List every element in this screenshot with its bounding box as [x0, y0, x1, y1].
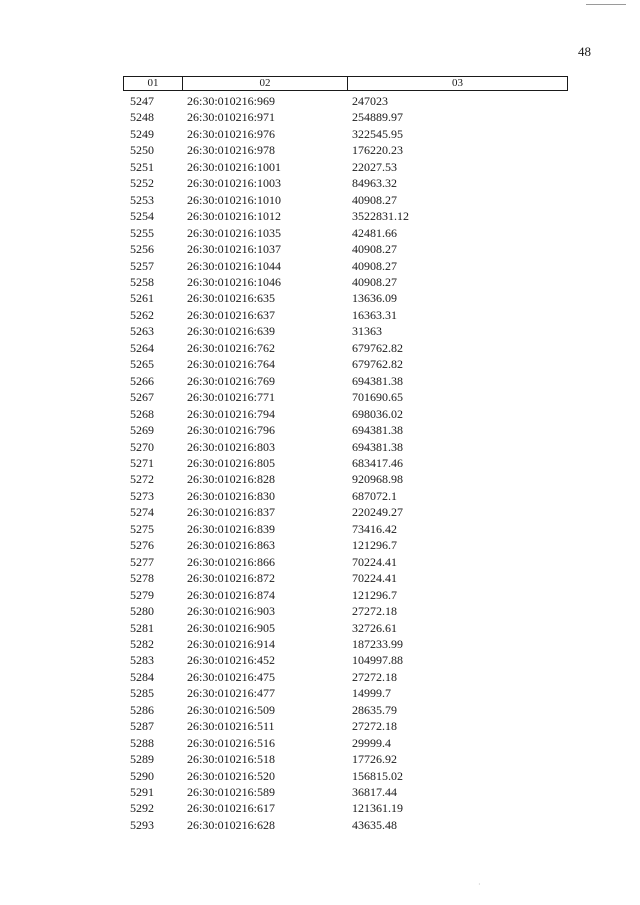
table-row — [0, 323, 640, 339]
row-number-cell: 5261 — [130, 291, 154, 306]
cadastral-number-cell: 26:30:010216:1012 — [187, 209, 282, 224]
cadastral-number-cell: 26:30:010216:839 — [187, 521, 276, 536]
cadastral-number-cell: 26:30:010216:1044 — [187, 258, 282, 273]
row-number-cell: 5267 — [130, 390, 154, 405]
value-cell: 36817.44 — [352, 785, 397, 800]
cadastral-number-cell: 26:30:010216:830 — [187, 488, 276, 503]
table-row — [0, 208, 640, 224]
value-cell: 3522831.12 — [352, 209, 409, 224]
row-number-cell: 5271 — [130, 455, 154, 470]
row-number-cell: 5283 — [130, 653, 154, 668]
table-row — [0, 290, 640, 306]
top-edge-line — [586, 4, 626, 5]
row-number-cell: 5278 — [130, 571, 154, 586]
column-header-02: 02 — [183, 77, 348, 90]
value-cell: 121296.7 — [352, 587, 397, 602]
cadastral-number-cell: 26:30:010216:637 — [187, 307, 276, 322]
row-number-cell: 5276 — [130, 538, 154, 553]
cadastral-number-cell: 26:30:010216:914 — [187, 636, 276, 651]
cadastral-number-cell: 26:30:010216:628 — [187, 817, 276, 832]
table-row — [0, 620, 640, 636]
cadastral-number-cell: 26:30:010216:872 — [187, 571, 276, 586]
cadastral-number-cell: 26:30:010216:837 — [187, 505, 276, 520]
page-number: 48 — [578, 44, 591, 59]
cadastral-number-cell: 26:30:010216:771 — [187, 390, 276, 405]
cadastral-number-cell: 26:30:010216:516 — [187, 735, 276, 750]
cadastral-number-cell: 26:30:010216:1035 — [187, 225, 282, 240]
cadastral-number-cell: 26:30:010216:1046 — [187, 274, 282, 289]
cadastral-number-cell: 26:30:010216:969 — [187, 94, 276, 108]
row-number-cell: 5290 — [130, 768, 154, 783]
row-number-cell: 5248 — [130, 110, 154, 125]
row-number-cell: 5275 — [130, 521, 154, 536]
table-row — [0, 373, 640, 389]
cadastral-number-cell: 26:30:010216:805 — [187, 455, 276, 470]
cadastral-number-cell: 26:30:010216:794 — [187, 406, 276, 421]
value-cell: 187233.99 — [352, 636, 403, 651]
table-row — [0, 784, 640, 800]
value-cell: 27272.18 — [352, 669, 397, 684]
row-number-cell: 5280 — [130, 604, 154, 619]
value-cell: 84963.32 — [352, 176, 397, 191]
table-row — [0, 175, 640, 191]
cadastral-number-cell: 26:30:010216:903 — [187, 604, 276, 619]
cadastral-number-cell: 26:30:010216:828 — [187, 472, 276, 487]
table-row — [0, 652, 640, 668]
cadastral-number-cell: 26:30:010216:762 — [187, 340, 276, 355]
table-row — [0, 488, 640, 504]
table-row — [0, 554, 640, 570]
cadastral-number-cell: 26:30:010216:639 — [187, 324, 276, 339]
value-cell: 679762.82 — [352, 340, 403, 355]
table-row — [0, 356, 640, 372]
row-number-cell: 5257 — [130, 258, 154, 273]
cadastral-number-cell: 26:30:010216:635 — [187, 291, 276, 306]
cadastral-number-cell: 26:30:010216:905 — [187, 620, 276, 635]
table-row — [0, 735, 640, 751]
cadastral-number-cell: 26:30:010216:475 — [187, 669, 276, 684]
cadastral-number-cell: 26:30:010216:518 — [187, 752, 276, 767]
value-cell: 42481.66 — [352, 225, 397, 240]
cadastral-number-cell: 26:30:010216:511 — [187, 719, 275, 734]
table-row — [0, 142, 640, 158]
table-row — [0, 422, 640, 438]
row-number-cell: 5264 — [130, 340, 154, 355]
table-row — [0, 241, 640, 257]
row-number-cell: 5287 — [130, 719, 154, 734]
row-number-cell: 5284 — [130, 669, 154, 684]
row-number-cell: 5279 — [130, 587, 154, 602]
cadastral-number-cell: 26:30:010216:874 — [187, 587, 276, 602]
value-cell: 73416.42 — [352, 521, 397, 536]
table-row — [0, 669, 640, 685]
table-row — [0, 504, 640, 520]
table-row — [0, 685, 640, 701]
cadastral-number-cell: 26:30:010216:796 — [187, 423, 276, 438]
value-cell: 220249.27 — [352, 505, 403, 520]
table-row — [0, 455, 640, 471]
cadastral-number-cell: 26:30:010216:452 — [187, 653, 276, 668]
row-number-cell: 5265 — [130, 357, 154, 372]
row-number-cell: 5258 — [130, 274, 154, 289]
value-cell: 14999.7 — [352, 686, 391, 701]
row-number-cell: 5250 — [130, 143, 154, 158]
table-row — [0, 471, 640, 487]
value-cell: 694381.38 — [352, 373, 403, 388]
value-cell: 22027.53 — [352, 159, 397, 174]
table-row — [0, 570, 640, 586]
row-number-cell: 5272 — [130, 472, 154, 487]
cadastral-number-cell: 26:30:010216:589 — [187, 785, 276, 800]
value-cell: 16363.31 — [352, 307, 397, 322]
table-row — [0, 603, 640, 619]
cadastral-number-cell: 26:30:010216:976 — [187, 126, 276, 141]
row-number-cell: 5253 — [130, 192, 154, 207]
value-cell: 31363 — [352, 324, 382, 339]
row-number-cell: 5269 — [130, 423, 154, 438]
row-number-cell: 5277 — [130, 554, 154, 569]
table-row — [0, 159, 640, 175]
table-row — [0, 340, 640, 356]
cadastral-number-cell: 26:30:010216:1003 — [187, 176, 282, 191]
row-number-cell: 5282 — [130, 636, 154, 651]
table-row — [0, 636, 640, 652]
cadastral-number-cell: 26:30:010216:1037 — [187, 242, 282, 257]
value-cell: 701690.65 — [352, 390, 403, 405]
table-row — [0, 389, 640, 405]
table-row — [0, 521, 640, 537]
table-row — [0, 406, 640, 422]
value-cell: 13636.09 — [352, 291, 397, 306]
row-number-cell: 5285 — [130, 686, 154, 701]
row-number-cell: 5252 — [130, 176, 154, 191]
table-row — [0, 225, 640, 241]
column-header-01: 01 — [124, 77, 183, 90]
cadastral-number-cell: 26:30:010216:509 — [187, 702, 276, 717]
cadastral-number-cell: 26:30:010216:1001 — [187, 159, 282, 174]
table-row — [0, 109, 640, 125]
value-cell: 28635.79 — [352, 702, 397, 717]
row-number-cell: 5291 — [130, 785, 154, 800]
cadastral-number-cell: 26:30:010216:971 — [187, 110, 276, 125]
value-cell: 70224.41 — [352, 571, 397, 586]
cadastral-number-cell: 26:30:010216:803 — [187, 439, 276, 454]
value-cell: 29999.4 — [352, 735, 391, 750]
value-cell: 254889.97 — [352, 110, 403, 125]
cadastral-number-cell: 26:30:010216:863 — [187, 538, 276, 553]
table-row — [0, 192, 640, 208]
table-row — [0, 817, 640, 833]
table-row — [0, 93, 640, 109]
row-number-cell: 5254 — [130, 209, 154, 224]
value-cell: 679762.82 — [352, 357, 403, 372]
scan-speck: · — [478, 880, 481, 889]
table-body — [0, 93, 640, 833]
value-cell: 247023 — [352, 94, 388, 108]
row-number-cell: 5293 — [130, 817, 154, 832]
value-cell: 40908.27 — [352, 242, 397, 257]
value-cell: 694381.38 — [352, 423, 403, 438]
table-row — [0, 274, 640, 290]
value-cell: 121361.19 — [352, 801, 403, 816]
row-number-cell: 5255 — [130, 225, 154, 240]
table-row — [0, 439, 640, 455]
row-number-cell: 5251 — [130, 159, 154, 174]
row-number-cell: 5256 — [130, 242, 154, 257]
table-row — [0, 751, 640, 767]
row-number-cell: 5247 — [130, 94, 154, 108]
value-cell: 683417.46 — [352, 455, 403, 470]
table-row — [0, 307, 640, 323]
value-cell: 40908.27 — [352, 258, 397, 273]
value-cell: 40908.27 — [352, 274, 397, 289]
row-number-cell: 5262 — [130, 307, 154, 322]
value-cell: 27272.18 — [352, 604, 397, 619]
cadastral-number-cell: 26:30:010216:1010 — [187, 192, 282, 207]
value-cell: 698036.02 — [352, 406, 403, 421]
table-row — [0, 537, 640, 553]
value-cell: 104997.88 — [352, 653, 403, 668]
row-number-cell: 5286 — [130, 702, 154, 717]
cadastral-number-cell: 26:30:010216:769 — [187, 373, 276, 388]
cadastral-number-cell: 26:30:010216:617 — [187, 801, 276, 816]
table-row — [0, 768, 640, 784]
value-cell: 40908.27 — [352, 192, 397, 207]
column-header-03: 03 — [452, 77, 463, 89]
row-number-cell: 5268 — [130, 406, 154, 421]
value-cell: 70224.41 — [352, 554, 397, 569]
table-row — [0, 702, 640, 718]
value-cell: 121296.7 — [352, 538, 397, 553]
row-number-cell: 5274 — [130, 505, 154, 520]
cadastral-number-cell: 26:30:010216:764 — [187, 357, 276, 372]
value-cell: 27272.18 — [352, 719, 397, 734]
value-cell: 156815.02 — [352, 768, 403, 783]
table-row — [0, 800, 640, 816]
table-row — [0, 126, 640, 142]
value-cell: 32726.61 — [352, 620, 397, 635]
cadastral-number-cell: 26:30:010216:477 — [187, 686, 276, 701]
value-cell: 687072.1 — [352, 488, 397, 503]
cadastral-number-cell: 26:30:010216:978 — [187, 143, 276, 158]
value-cell: 920968.98 — [352, 472, 403, 487]
row-number-cell: 5289 — [130, 752, 154, 767]
row-number-cell: 5249 — [130, 126, 154, 141]
value-cell: 694381.38 — [352, 439, 403, 454]
value-cell: 17726.92 — [352, 752, 397, 767]
value-cell: 43635.48 — [352, 817, 397, 832]
row-number-cell: 5270 — [130, 439, 154, 454]
value-cell: 176220.23 — [352, 143, 403, 158]
table-row — [0, 718, 640, 734]
row-number-cell: 5288 — [130, 735, 154, 750]
cadastral-number-cell: 26:30:010216:866 — [187, 554, 276, 569]
row-number-cell: 5281 — [130, 620, 154, 635]
cadastral-number-cell: 26:30:010216:520 — [187, 768, 276, 783]
row-number-cell: 5266 — [130, 373, 154, 388]
table-header — [123, 76, 568, 91]
row-number-cell: 5273 — [130, 488, 154, 503]
row-number-cell: 5263 — [130, 324, 154, 339]
table-row — [0, 587, 640, 603]
row-number-cell: 5292 — [130, 801, 154, 816]
table-row — [0, 258, 640, 274]
value-cell: 322545.95 — [352, 126, 403, 141]
